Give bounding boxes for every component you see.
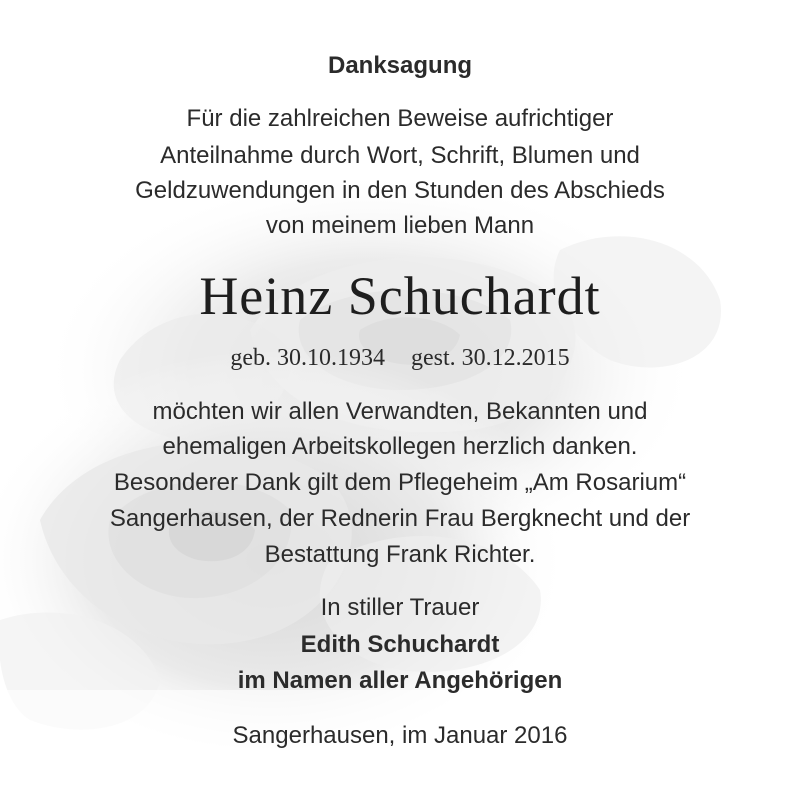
intro-line-1: Für die zahlreichen Beweise aufrichtiger <box>186 105 614 132</box>
body-line-5: Bestattung Frank Richter. <box>264 541 536 568</box>
signature-line: im Namen aller Angehörigen <box>237 667 563 694</box>
birth-date: geb. 30.10.1934 <box>230 345 385 371</box>
intro-line-3: Geldzuwendungen in den Stunden des Abschieds <box>135 177 665 204</box>
intro-line-2: Anteilnahme durch Wort, Schrift, Blumen und <box>160 142 640 169</box>
intro-line-4: von meinem lieben Mann <box>265 212 535 239</box>
body-line-4: Sangerhausen, der Rednerin Frau Bergknecht und der <box>109 505 691 532</box>
body-line-2: ehemaligen Arbeitskollegen herzlich danken. <box>162 433 638 460</box>
deceased-name: Heinz Schuchardt <box>199 266 601 326</box>
heading: Danksagung <box>327 52 473 79</box>
body-line-3: Besonderer Dank gilt dem Pflegeheim „Am Rosarium“ <box>113 469 687 496</box>
death-date: gest. 30.12.2015 <box>410 345 570 371</box>
signature-name: Edith Schuchardt <box>300 631 500 658</box>
closing-phrase: In stiller Trauer <box>320 594 480 621</box>
place-and-date: Sangerhausen, im Januar 2016 <box>232 722 568 749</box>
body-line-1: möchten wir allen Verwandten, Bekannten und <box>152 398 648 425</box>
life-dates <box>0 342 800 374</box>
